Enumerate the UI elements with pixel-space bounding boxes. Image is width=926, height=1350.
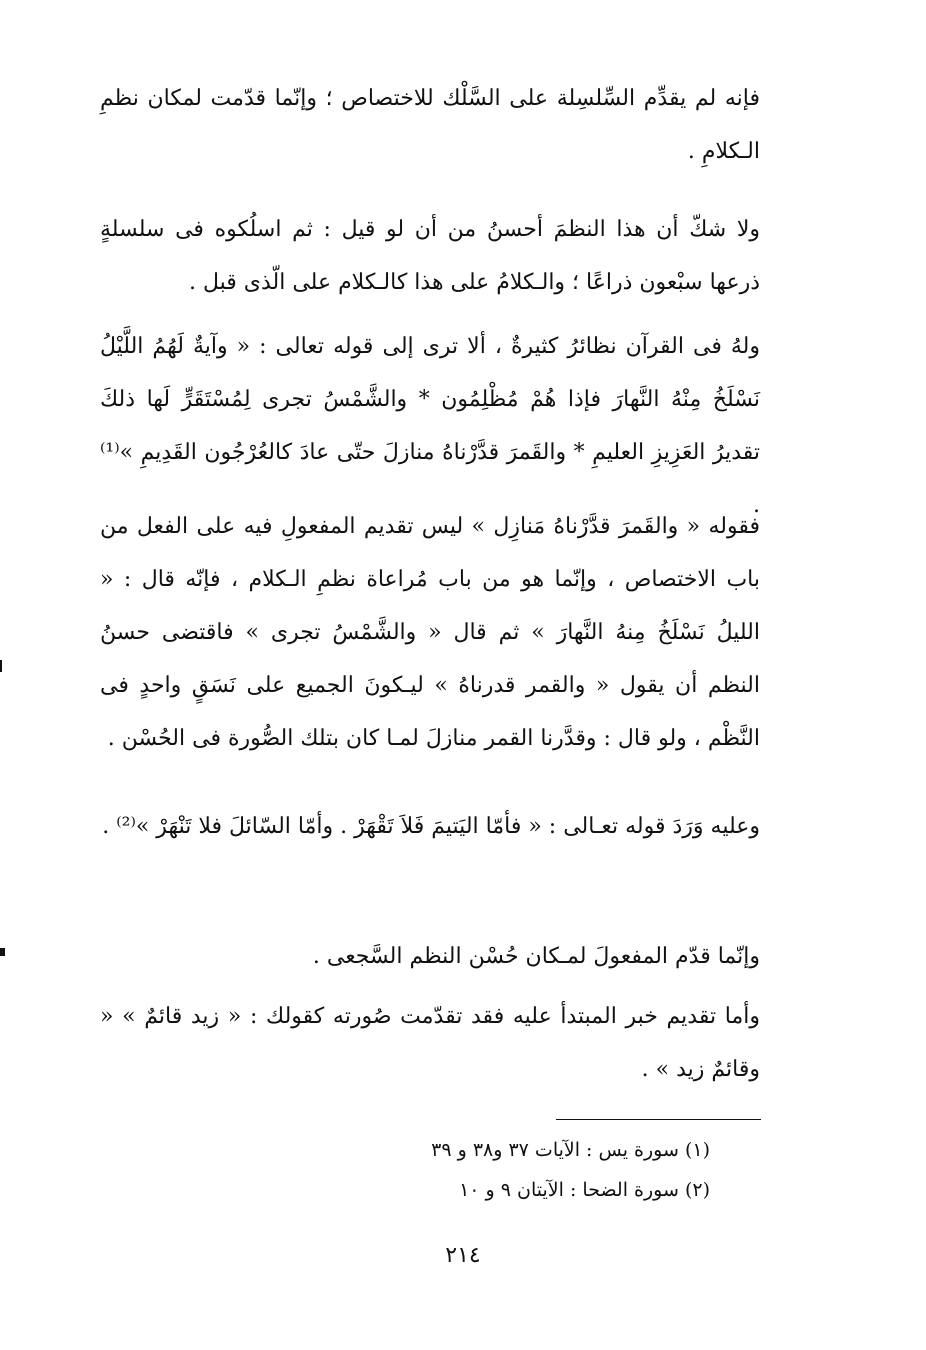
scan-edge-mark <box>0 660 2 672</box>
paragraph-6: وإنّما قدّم المفعولَ لمـكان حُسْن النظم السَّجعى . <box>312 944 760 969</box>
footnote-2: (٢) سورة الضحا : الآيتان ٩ و ١٠ <box>459 1179 710 1201</box>
footnote-1: (١) سورة يس : الآيات ٣٧ و٣٨ و ٣٩ <box>431 1139 710 1161</box>
paragraph-4: فقوله « والقَمرَ قدَّرْناهُ مَنازِل » ليس تقديم المفعولِ فيه على الفعل من باب الاختصاص ، وإنّما هو من باب مُراعاة نظمِ الـكلام ، فإنّه قال : « الليلُ نَسْلَخُ مِنهُ النَّهارَ » ثم قال « والشَّمْسُ تجرى » فاقتضى حسنُ النظم أن يقول « والقمر قدرناهُ » ليـكونَ الجميع على نَسَقٍ واحدٍ فى النَّظْم ، ولو قال : وقدَّرنا القمر منازلَ لمـا كان بتلك الصُّورة فى الحُسْن . <box>100 514 760 751</box>
paragraph-3: ولهُ فى القرآن نظائرُ كثيرةٌ ، ألا ترى إلى قوله تعالى : « وآيةٌ لَهُمُ اللَّيْلُ نَسْلَخُ مِنْهُ النَّهارَ فإذا هُمْ مُظْلِمُون * والشَّمْسُ تجرى لِمُسْتَقَرٍّ لَها ذلكَ تقديرُ العَزِيزِ العليمِ * والقَمرَ قدَّرْناهُ منازلَ حتّى عادَ كالعُرْجُون القَدِيمِ »⁽¹⁾ . <box>100 334 760 518</box>
paragraph-2: ولا شكّ أن هذا النظمَ أحسنُ من أن لو قيل : ثم اسلُكوه فى سلسلةٍ ذرعها سبْعون ذراعًا ؛ والـكلامُ على هذا كالـكلام على الّذى قبل . <box>100 217 760 295</box>
paragraph-7: وأما تقديم خبر المبتدأ عليه فقد تقدّمت صُورته كقولك : « زيد قائمٌ » « وقائمٌ زيد » . <box>100 1004 760 1082</box>
paragraph-1: فإنه لم يقدِّم السِّلسِلة على السَّلْك للاختصاص ؛ وإنّما قدّمت لمكان نظمِ الـكلامِ . <box>100 86 760 164</box>
paragraph-5: وعليه وَرَدَ قوله تعـالى : « فأمّا اليَتيمَ فَلاَ تَقْهَرْ . وأمّا السّائلَ فلا تَنْهَرْ »⁽²⁾ . <box>102 814 760 839</box>
page-number: ٢١٤ <box>445 1243 481 1268</box>
scan-edge-mark <box>0 948 5 956</box>
footnote-divider <box>556 1119 761 1120</box>
footnotes <box>330 1130 710 1210</box>
